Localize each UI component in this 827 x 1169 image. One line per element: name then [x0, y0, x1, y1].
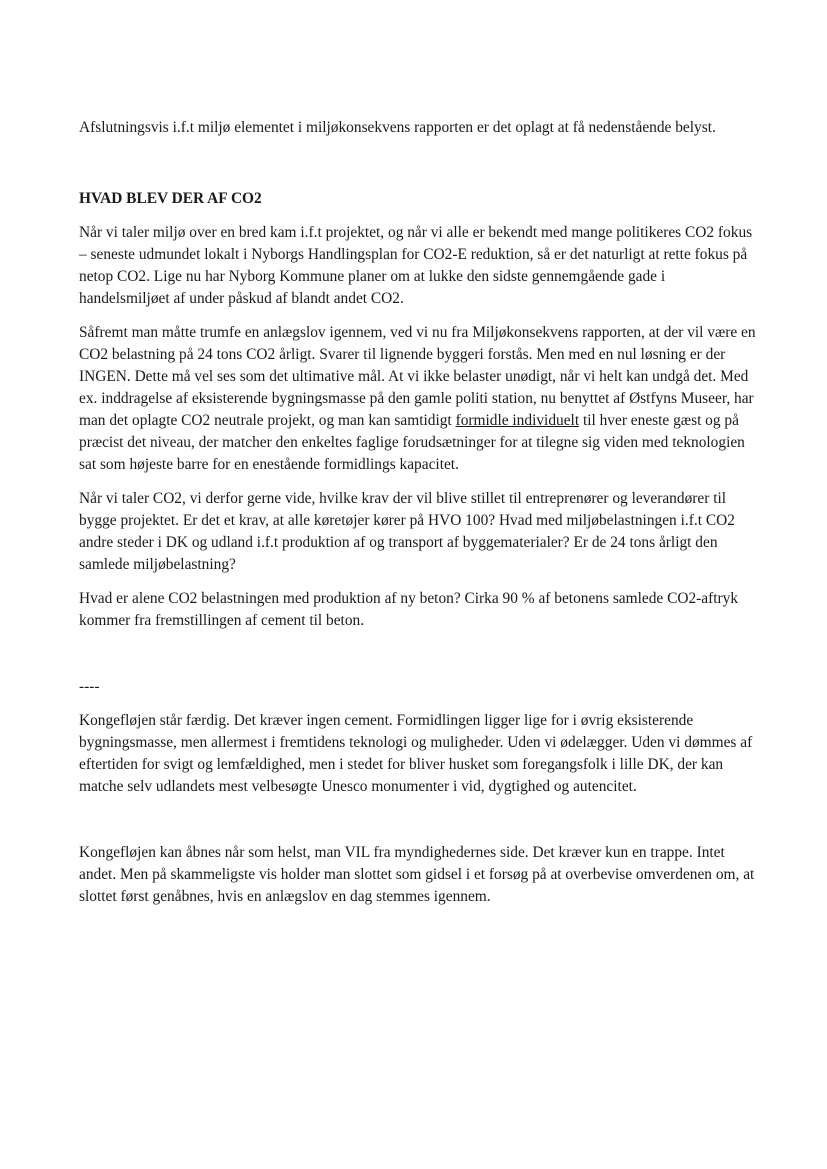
- paragraph-co2-focus: Når vi taler miljø over en bred kam i.f.t projektet, og når vi alle er bekendt med mange politikeres CO2 fokus – seneste udmundet lokalt i Nyborgs Handlingsplan for CO2-E reduktion, så er det naturligt at rette fokus på netop CO2. Lige nu har Nyborg Kommune planer om at lukke den sidste gennemgående gade i handelsmiljøet af under påskud af blandt andet CO2.: [79, 224, 753, 307]
- paragraph-anlaegslov: [79, 322, 759, 476]
- separator-line: ----: [79, 678, 100, 695]
- paragraph-kongefloejen-open: Kongefløjen kan åbnes når som helst, man VIL fra myndighedernes side. Det kræver kun en trappe. Intet andet. Men på skammeligste vis holder man slottet som gidsel i et forsøg på at overbevise omverdenen om, at slottet først genåbnes, hvis en anlægslov en dag stemmes igennem.: [79, 844, 755, 905]
- paragraph-requirements: Når vi taler CO2, vi derfor gerne vide, hvilke krav der vil blive stillet til entreprenører og leverandører til bygge projektet. Er det et krav, at alle køretøjer kører på HVO 100? Hvad med miljøbelastningen i.f.t CO2 andre steder i DK og udland i.f.t produktion af og transport af byggematerialer? Er de 24 tons årligt den samlede miljøbelastning?: [79, 490, 735, 573]
- underlined-phrase: formidle individuelt: [455, 412, 580, 429]
- paragraph-concrete: Hvad er alene CO2 belastningen med produktion af ny beton? Cirka 90 % af betonens samlede CO2-aftryk kommer fra fremstillingen af cement til beton.: [79, 590, 739, 629]
- section-heading: HVAD BLEV DER AF CO2: [79, 190, 262, 207]
- paragraph-kongefloejen-finished: Kongefløjen står færdig. Det kræver ingen cement. Formidlingen ligger lige for i øvrig eksisterende bygningsmasse, men allermest i fremtidens teknologi og muligheder. Uden vi ødelægger. Uden vi dømmes af eftertiden for svigt og lemfældighed, men i stedet for bliver husket som foregangsfolk i lille DK, der kan matche selv udlandets mest velbesøgte Unesco monumenter i vid, dygtighed og autencitet.: [79, 712, 753, 795]
- document-page: [79, 117, 759, 908]
- intro-paragraph: Afslutningsvis i.f.t miljø elementet i miljøkonsekvens rapporten er det oplagt at få nedenstående belyst.: [79, 119, 716, 136]
- paragraph-anlaegslov-text-1: Såfremt man måtte trumfe en anlægslov igennem, ved vi nu fra Miljøkonsekvens rapporten, at der vil være en CO2 belastning på 24 tons CO2 årligt. Svarer til lignende byggeri forstås. Men med en nul løsning er der INGEN. Dette må vel ses som det ultimative mål. At vi ikke belaster unødigt, når vi helt kan undgå det. Med ex. inddragelse af eksisterende bygningsmasse på den gamle politi station, nu benyttet af Østfyns Museer, har man det oplagte CO2 neutrale projekt, og man kan samtidigt: [79, 324, 756, 429]
- paragraph-anlaegslov-text-2: til hver eneste gæst og på præcist det niveau, der matcher den enkeltes faglige forudsætninger for at tilegne sig viden med teknologien sat som højeste barre for en enestående formidlings kapacitet.: [79, 412, 745, 473]
